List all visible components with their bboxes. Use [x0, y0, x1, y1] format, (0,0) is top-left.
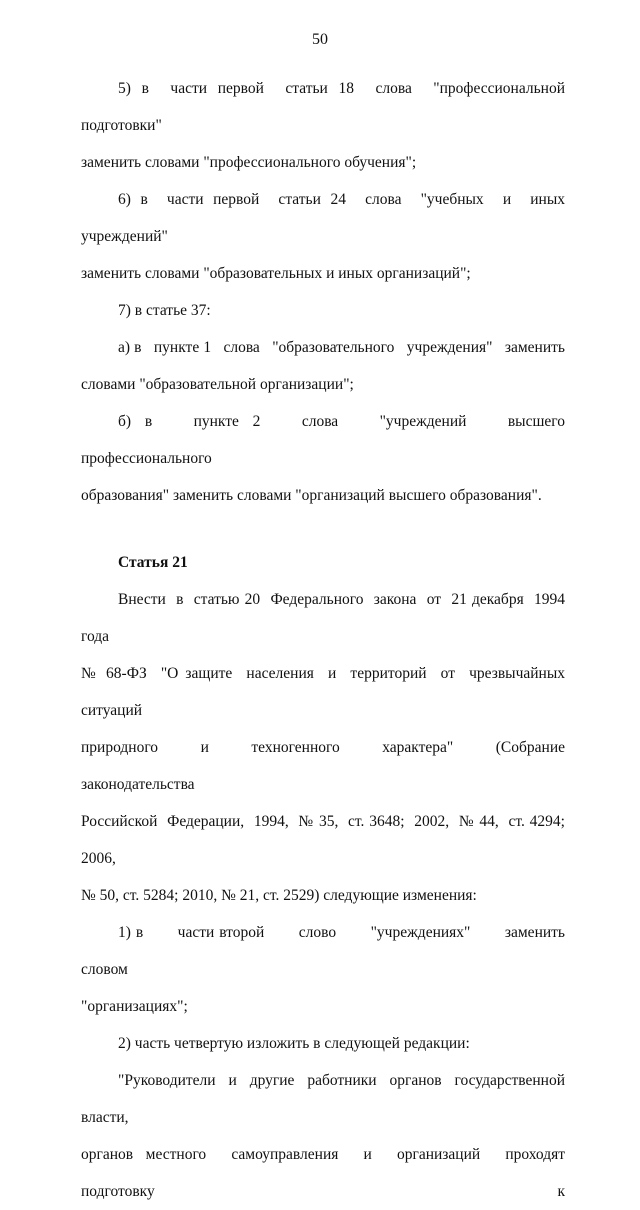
paragraph-item-7: 7) в статье 37:: [118, 302, 211, 319]
paragraph-item-7b-line-1: б) в пункте 2 слова "учреждений высшего профессионального: [81, 413, 577, 467]
paragraph-item-5-line-2: заменить словами "профессионального обучения";: [81, 154, 417, 171]
quote-line-2: органов местного самоуправления и организаций проходят подготовку к: [81, 1146, 573, 1200]
paragraph-item-7a-line-1: а) в пункте 1 слова "образовательного учреждения" заменить: [118, 339, 565, 356]
amendment-1-line-1: 1) в части второй слово "учреждениях" заменить словом: [81, 924, 593, 978]
page-number: 50: [312, 31, 328, 48]
paragraph-item-6-line-1: 6) в части первой статьи 24 слова "учебных и иных учреждений": [81, 191, 573, 245]
paragraph-item-7b-line-2: образования" заменить словами "организаций высшего образования".: [81, 487, 542, 504]
intro-line-5: № 50, ст. 5284; 2010, № 21, ст. 2529) следующие изменения:: [81, 887, 477, 904]
quote-line-1: "Руководители и другие работники органов государственной власти,: [81, 1072, 569, 1126]
document-body: [81, 70, 593, 1210]
article-heading: Статья 21: [118, 554, 188, 571]
intro-line-1: Внести в статью 20 Федерального закона от 21 декабря 1994 года: [81, 591, 569, 645]
paragraph-item-6-line-2: заменить словами "образовательных и иных организаций";: [81, 265, 471, 282]
intro-line-3: природного и техногенного характера" (Собрание законодательства: [81, 739, 577, 793]
section-spacer: [81, 514, 565, 544]
intro-line-4: Российской Федерации, 1994, № 35, ст. 3648; 2002, № 44, ст. 4294; 2006,: [81, 813, 573, 867]
paragraph-item-7a-line-2: словами "образовательной организации";: [81, 376, 354, 393]
paragraph-item-5-line-1: 5) в части первой статьи 18 слова "профессиональной подготовки": [81, 80, 573, 134]
amendment-2: 2) часть четвертую изложить в следующей редакции:: [118, 1035, 470, 1052]
intro-line-2: № 68-ФЗ "О защите населения и территорий от чрезвычайных ситуаций: [81, 665, 573, 719]
amendment-1-line-2: "организациях";: [81, 998, 188, 1015]
